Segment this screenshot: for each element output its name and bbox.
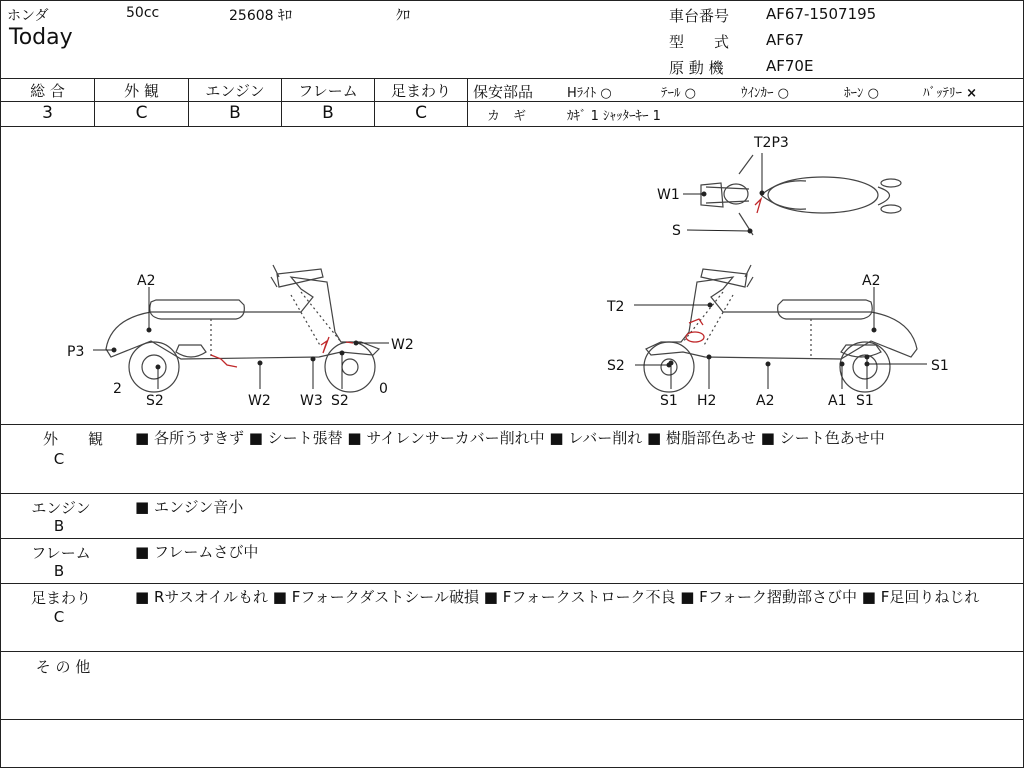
section-suspension-grade: C [53, 608, 65, 626]
divider [1, 538, 1023, 539]
divider [1, 719, 1023, 720]
chassis-value: AF67-1507195 [766, 5, 877, 23]
divider [1, 424, 1023, 425]
color: ｸﾛ [396, 8, 410, 24]
divider [467, 78, 468, 126]
safety-headlight: Hﾗｲﾄ ○ [567, 86, 612, 101]
section-frame-label: フレーム [31, 544, 91, 562]
label-w3: W3 [300, 393, 323, 409]
grade-suspension-label: 足まわり [390, 82, 451, 100]
section-exterior-label: 外 観 [42, 430, 103, 448]
label-t2: T2 [607, 299, 625, 315]
label-a2-left: A2 [137, 273, 156, 289]
grade-frame-label: フレーム [298, 82, 358, 100]
grade-overall-value: 3 [42, 103, 53, 123]
displacement: 50cc [126, 5, 160, 21]
scooter-top-view-icon [701, 155, 901, 235]
divider [1, 651, 1023, 652]
safety-parts-label: 保安部品 [473, 83, 534, 101]
label-s1-right-c: S1 [931, 358, 949, 374]
section-suspension-label: 足まわり [30, 589, 91, 607]
section-engine-grade: B [53, 517, 65, 535]
grade-suspension-value: C [415, 103, 427, 123]
label-a2-right: A2 [862, 273, 881, 289]
label-s2-right: S2 [607, 358, 625, 374]
label-s2-left-b: S2 [331, 393, 349, 409]
label-h2: H2 [697, 393, 717, 409]
label-s2-left-a: S2 [146, 393, 164, 409]
label-a2-right-b: A2 [756, 393, 775, 409]
divider [1, 583, 1023, 584]
label-s: S [672, 223, 681, 239]
grade-exterior-label: 外 観 [124, 82, 159, 100]
grade-engine-value: B [229, 103, 241, 123]
grade-frame-value: B [322, 103, 334, 123]
grade-overall-label: 総 合 [30, 82, 65, 100]
section-suspension-notes: ■ Rサスオイルもれ ■ Fフォークダストシール破損 ■ Fフォークストローク不良 ■ Fフォーク摺動部さび中 ■ F足回りねじれ [135, 588, 980, 606]
label-t2p3: T2P3 [754, 135, 789, 151]
chassis-label: 車台番号 [669, 7, 730, 25]
label-a1: A1 [828, 393, 847, 409]
engine-model-value: AF70E [766, 57, 814, 75]
model-name: Today [9, 25, 73, 50]
divider [1, 78, 1023, 79]
safety-battery: ﾊﾞｯﾃﾘｰ × [923, 86, 978, 101]
label-w2-left-a: W2 [248, 393, 271, 409]
key-label: カ ギ [487, 109, 527, 124]
label-zero: 0 [379, 381, 388, 397]
section-exterior-notes: ■ 各所うすきず ■ シート張替 ■ サイレンサーカバー削れ中 ■ レバー削れ ■ 樹脂部色あせ ■ シート色あせ中 [135, 429, 885, 447]
type-value: AF67 [766, 31, 804, 49]
damage-diagram [1, 127, 1023, 424]
section-other-label: そ の 他 [35, 658, 91, 676]
safety-taillight: ﾃｰﾙ ○ [661, 86, 696, 101]
divider [1, 101, 468, 102]
section-frame-notes: ■ フレームさび中 [135, 543, 259, 561]
maker-name: ホンダ [7, 8, 49, 24]
safety-winker: ｳｲﾝｶｰ ○ [741, 86, 789, 101]
engine-model-label: 原 動 機 [669, 59, 724, 77]
section-exterior-grade: C [53, 450, 65, 468]
section-engine-label: エンジン [31, 499, 91, 517]
section-engine-notes: ■ エンジン音小 [135, 498, 244, 516]
mileage: 25608 ｷﾛ [229, 8, 292, 24]
label-s1-right-a: S1 [660, 393, 678, 409]
label-p3: P3 [67, 344, 85, 360]
key-value: ｶｷﾞ 1 ｼｬｯﾀｰｷｰ 1 [567, 109, 661, 124]
label-w2-left-b: W2 [391, 337, 414, 353]
safety-horn: ﾎｰﾝ ○ [844, 86, 879, 101]
section-frame-grade: B [53, 562, 65, 580]
grade-exterior-value: C [135, 103, 148, 123]
label-two: 2 [113, 381, 122, 397]
grade-engine-label: エンジン [205, 82, 265, 100]
label-w1: W1 [657, 187, 680, 203]
label-s1-right-b: S1 [856, 393, 874, 409]
divider [468, 101, 1023, 102]
type-label: 型 式 [669, 33, 730, 51]
divider [1, 493, 1023, 494]
